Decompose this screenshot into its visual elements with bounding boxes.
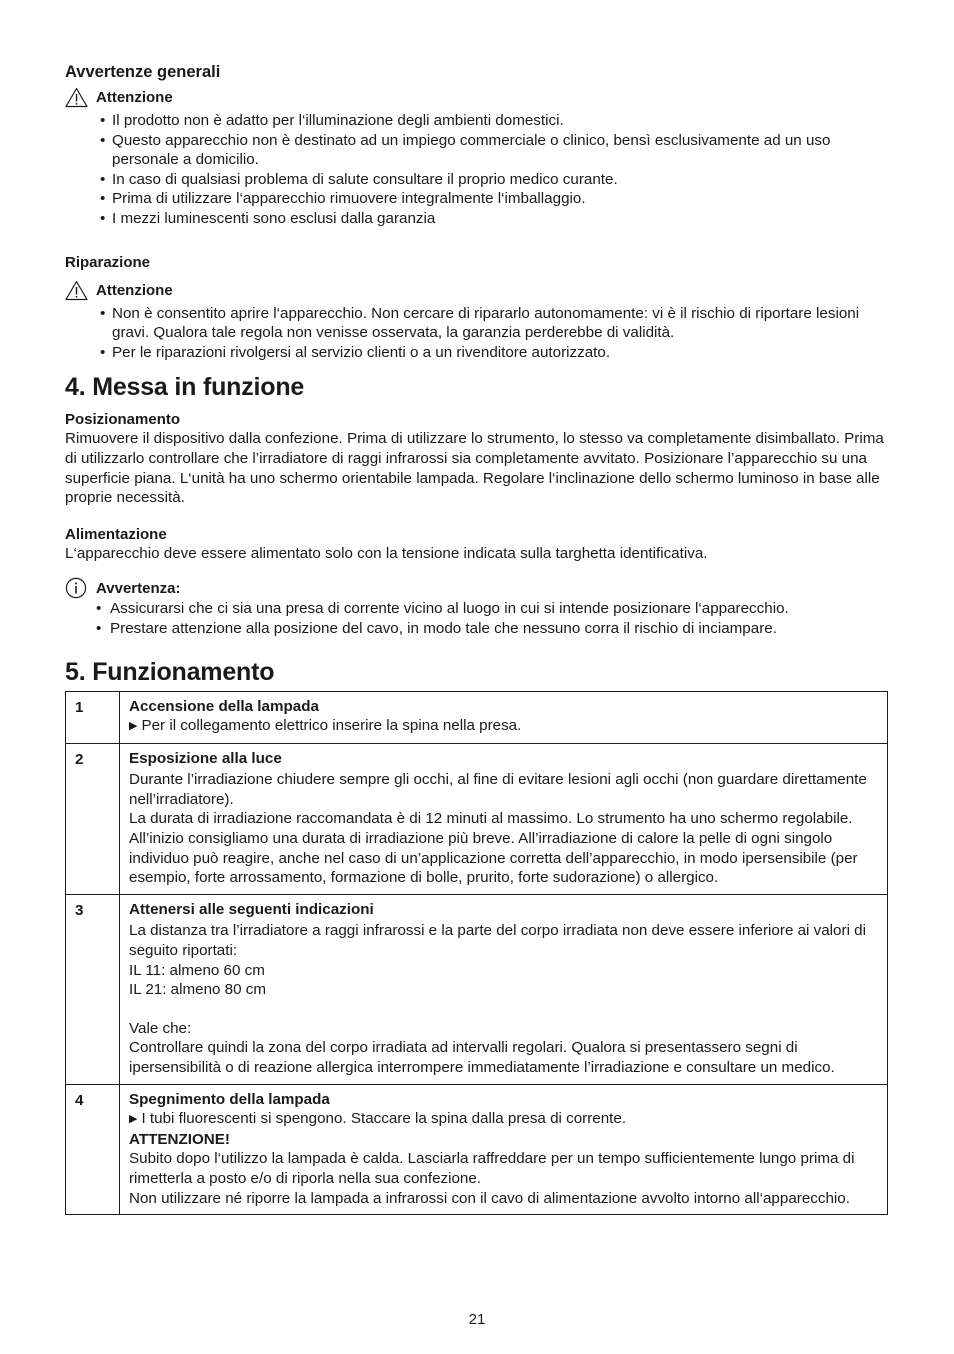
list-item: • Questo apparecchio non è destinato ad un impiego commerciale o clinico, bensì esclusivamente ad un uso personale a domicilio. [100, 131, 888, 170]
notice-list [65, 599, 888, 638]
section5-heading: 5. Funzionamento [65, 657, 275, 686]
positioning-title: Posizionamento [65, 411, 181, 429]
page-number: 21 [468, 1311, 486, 1328]
general-warnings-list [65, 111, 888, 229]
step-text: IL 21: almeno 80 cm [129, 981, 267, 999]
general-warnings-title: Avvertenze generali [65, 63, 221, 81]
step-caution: ATTENZIONE! [129, 1130, 230, 1148]
step-text: La durata di irradiazione raccomandata è di 12 minuti al massimo. Lo strumento ha uno schermo regolabile. All’inizio consigliamo una durata di irradiazione più breve. All’irradiazione di calore la pelle di ogni singolo individuo può reagire, anche nel caso di un’applicazione corretta dell’apparecchio, in modo ipersensibile (per esempio, forte arrossamento, formazione di bolle, prurito, forte sudorazione) o allergico. [129, 810, 858, 887]
step-number: 3 [66, 894, 120, 1084]
list-item: • Il prodotto non è adatto per l‘illuminazione degli ambienti domestici. [100, 111, 888, 131]
step-text: Controllare quindi la zona del corpo irradiata ad intervalli regolari. Qualora si presentassero segni di ipersensibilità o di reazione allergica interrompere immediatamente l’irradiazione e consultare un medico. [129, 1039, 835, 1076]
table-row [66, 1084, 888, 1215]
table-row [66, 894, 888, 1084]
document-page [65, 62, 888, 1215]
list-item: • Per le riparazioni rivolgersi al servizio clienti o a un rivenditore autorizzato. [100, 343, 888, 363]
step-content [120, 743, 888, 894]
step-number: 1 [66, 691, 120, 743]
arrow-right-icon: ▶ [129, 720, 138, 733]
section4-heading: 4. Messa in funzione [65, 373, 305, 402]
power-text: L‘apparecchio deve essere alimentato solo con la tensione indicata sulla targhetta identificativa. [65, 544, 708, 562]
step-text: La distanza tra l’irradiatore a raggi infrarossi e la parte del corpo irradiata non deve essere inferiore ai valori di seguito riportati: [129, 922, 866, 960]
step-content [120, 691, 888, 743]
step-text: Non utilizzare né riporre la lampada a infrarossi con il cavo di alimentazione avvolto intorno all‘apparecchio. [129, 1189, 850, 1207]
notice-heading [65, 577, 888, 599]
step-text: IL 11: almeno 60 cm [129, 961, 265, 979]
notice-label: Avvertenza: [96, 579, 181, 597]
step-text: Vale che: [129, 1019, 192, 1037]
general-attention-label: Attenzione [96, 89, 173, 106]
repair-title: Riparazione [65, 253, 151, 271]
step-text: Durante l’irradiazione chiudere sempre gli occhi, al fine di evitare lesioni agli occhi (non guardare direttamente nell’irradiatore). [129, 771, 867, 808]
step-title: Attenersi alle seguenti indicazioni [129, 900, 374, 918]
table-row [66, 743, 888, 894]
power-title: Alimentazione [65, 525, 167, 543]
list-item: • Non è consentito aprire l‘apparecchio. Non cercare di ripararlo autonomamente: vi è il rischio di riportare lesioni gravi. Qualora tale regola non venisse osservata, la garanzia perderebbe di validità. [100, 304, 888, 343]
warning-triangle-icon [65, 87, 88, 108]
list-item: • I mezzi luminescenti sono esclusi dalla garanzia [100, 209, 888, 229]
repair-attention-label: Attenzione [96, 281, 173, 299]
list-item: • Prestare attenzione alla posizione del cavo, in modo tale che nessuno corra il rischio di inciampare. [96, 619, 888, 639]
general-attention-heading [65, 87, 888, 108]
warning-triangle-icon [65, 280, 88, 301]
step-title: Accensione della lampada [129, 697, 319, 715]
step-content [120, 894, 888, 1084]
table-row [66, 691, 888, 743]
step-text: Subito dopo l‘utilizzo la lampada è calda. Lasciarla raffreddare per un tempo sufficientemente lungo prima di rimetterla a posto e/o di riporla nella sua confezione. [129, 1150, 855, 1187]
list-item: • Assicurarsi che ci sia una presa di corrente vicino al luogo in cui si intende posizionare l‘apparecchio. [96, 599, 888, 619]
step-content [120, 1084, 888, 1215]
step-number: 4 [66, 1084, 120, 1215]
list-item: • Prima di utilizzare l‘apparecchio rimuovere integralmente l‘imballaggio. [100, 189, 888, 209]
list-item: • In caso di qualsiasi problema di salute consultare il proprio medico curante. [100, 170, 888, 190]
step-text: I tubi fluorescenti si spengono. Staccare la spina dalla presa di corrente. [141, 1110, 627, 1128]
step-number: 2 [66, 743, 120, 894]
arrow-right-icon: ▶ [129, 1113, 138, 1126]
repair-list [65, 304, 888, 363]
info-icon [65, 577, 87, 599]
step-title: Esposizione alla luce [129, 749, 282, 767]
positioning-text: Rimuovere il dispositivo dalla confezione. Prima di utilizzare lo strumento, lo stesso va completamente disimballato. Prima di utilizzarlo controllare che l’irradiatore di raggi infrarossi sia completamente avvitato. Posizionare l’apparecchio su una superficie piana. L‘unità ha uno schermo orientabile lampada. Regolare l‘inclinazione dello schermo luminoso in base alle proprie necessità. [65, 430, 884, 507]
step-text: Per il collegamento elettrico inserire la spina nella presa. [141, 717, 522, 735]
step-title: Spegnimento della lampada [129, 1090, 330, 1108]
repair-attention-heading [65, 280, 888, 301]
operation-table [65, 691, 888, 1216]
